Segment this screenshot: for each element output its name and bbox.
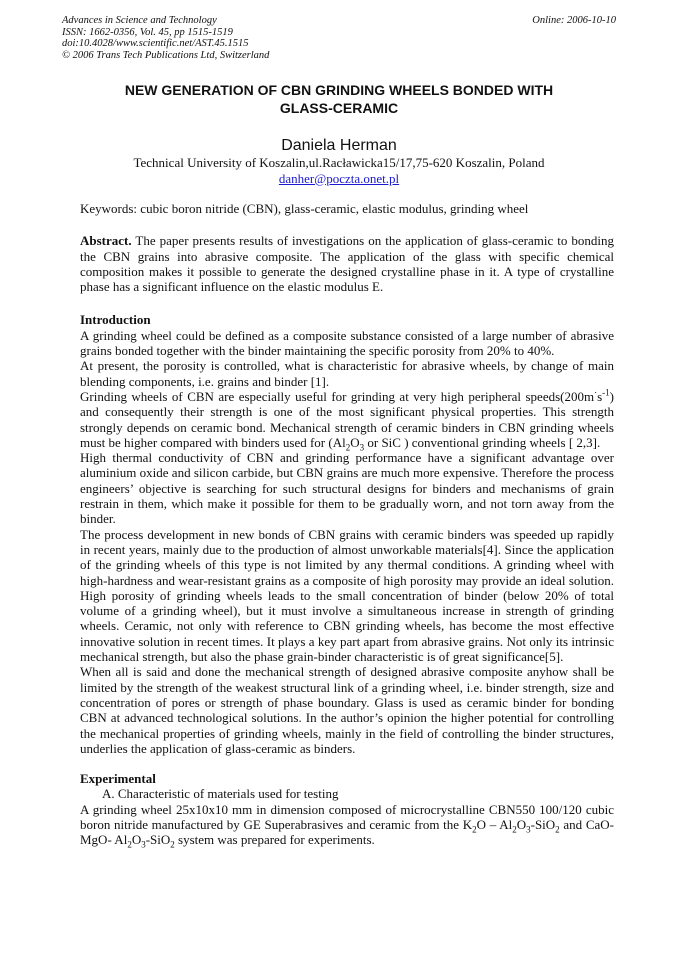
- intro-paragraph-1: A grinding wheel could be defined as a composite substance consisted of a large number of abrasive grains bonded together with the binder maintaining the specific porosity from 20% to 40%.: [80, 327, 614, 359]
- intro-p3-unit: s: [597, 388, 603, 404]
- abstract: [80, 233, 614, 294]
- experimental-paragraph-1: A grinding wheel 25x10x10 mm in dimension composed of microcrystalline CBN550 100/120 cubic boron nitride manufactured by GE Superabrasives and ceramic from the $K_2O - Al_2O_3-SiO_2$ and CaO-MgO- $Al_2O_3-SiO_2$ system was prepared for experiments.: [80, 801, 614, 850]
- intro-paragraph-6: When all is said and done the mechanical strength of designed abrasive composite anyhow shall be limited by the strength of the weakest structural link of a grinding wheel, i.e. binder strength, size and concentration of pores or strength of phase boundary. Glass is used as ceramic binder for bonding CBN at advanced technological solutions. In the author’s opinion the higher potential for controlling the mechanical properties of grinding wheels, mainly in the field of controlling the binder structures, underlies the application of glass-ceramic as binders.: [80, 664, 614, 756]
- author-email-link[interactable]: danher@poczta.onet.pl: [278, 170, 400, 186]
- copyright: © 2006 Trans Tech Publications Ltd, Switzerland: [62, 49, 270, 61]
- abstract-text: The paper presents results of investigations on the application of glass-ceramic to bonding the CBN grains into abrasive composite. The application of the glass with specific chemical composition makes it possible to generate the designed crystalline phase in it. A type of crystalline phase has a significant influence on the elastic modulus E.: [80, 233, 614, 295]
- exp-p1-h: system was prepared for experiments.: [174, 832, 375, 848]
- intro-p3-part-a: Grinding wheels of CBN are especially useful for grinding at very high peripheral speeds(200m: [80, 388, 595, 404]
- intro-paragraph-5: The process development in new bonds of CBN grains with ceramic binders was speeded up rapidly in recent years, mainly due to the production of almost unworkable materials[4]. Since the application of the grinding wheels of this type is not limited by any thermal conditions. A grinding wheel with high-hardness and wear-resistant grains as a composite of high porosity may provide an ideal solution. High porosity of grinding wheels leads to the small concentration of binder (below 20% of total volume of a grinding wheel), but it must involve a simultaneous increase in strength of grinding wheels. Ceramic, not only with reference to CBN grinding wheels, has become the most effective innovative solution in recent times. It plays a key part apart from abrasive grains. Not only its intrinsic mechanical strength, but also the phase grain-binder characteristic is of great significance[5].: [80, 526, 614, 665]
- introduction-heading: Introduction: [80, 312, 151, 328]
- author-name: Daniela Herman: [281, 137, 397, 154]
- exp-p1-f: O: [131, 832, 142, 848]
- experimental-heading: Experimental: [80, 771, 156, 787]
- exp-p1-d: -SiO: [530, 816, 556, 832]
- author-affiliation-block: [60, 155, 618, 186]
- title-line-1: NEW GENERATION OF CBN GRINDING WHEELS BONDED WITH: [124, 82, 554, 98]
- online-date: Online: 2006-10-10: [532, 15, 616, 26]
- exp-p1-c: O: [516, 816, 527, 832]
- exp-p1-e: and CaO-MgO- Al: [80, 816, 614, 848]
- exp-p1-a: A grinding wheel 25x10x10 mm in dimension composed of microcrystalline CBN550 100/120 cubic boron nitride manufactured by GE Superabrasives and ceramic from the K: [80, 801, 614, 832]
- intro-p3-part-b: ) and consequently their strength is one of the most significant physical properties. This strength strongly depends on ceramic bond. Mechanical strength of ceramic binders in CBN grinding wheels must be higher compared with binders used for (Al: [80, 388, 614, 450]
- exp-p1-g: -SiO: [145, 832, 171, 848]
- experimental-subheading: A. Characteristic of materials used for testing: [102, 786, 339, 802]
- paper-title: [60, 82, 618, 117]
- paper-body: [80, 201, 614, 848]
- journal-header: [62, 15, 616, 61]
- author-affiliation: Technical University of Koszalin,ul.Racławicka15/17,75-620 Koszalin, Poland: [133, 155, 545, 170]
- intro-p3-part-d: or SiC ) conventional grinding wheels [ 2,3].: [364, 434, 601, 450]
- abstract-label: Abstract.: [80, 233, 132, 249]
- intro-paragraph-4: High thermal conductivity of CBN and grinding performance have a significant advantage over aluminium oxide and silicon carbide, but CBN grains are much more expensive. Therefore the process engineers’ objective is searching for such structural designs for binders and mechanisms of grain restrain in them, which make it possible for them to be gradually worn, and not torn away from the binder.: [80, 450, 614, 527]
- exp-p1-b: O – Al: [476, 816, 513, 832]
- doi: doi:10.4028/www.scientific.net/AST.45.1515: [62, 38, 249, 49]
- intro-paragraph-2: At present, the porosity is controlled, what is characteristic for abrasive wheels, by change of main blending components, i.e. grains and binder [1].: [80, 358, 614, 389]
- title-line-2: GLASS-CERAMIC: [279, 99, 399, 116]
- intro-p3-part-c: O: [350, 434, 360, 450]
- issn: ISSN: 1662-0356, Vol. 45, pp 1515-1519: [62, 26, 233, 38]
- journal-name: Advances in Science and Technology: [62, 15, 217, 26]
- intro-paragraph-3: Grinding wheels of CBN are especially useful for grinding at very high peripheral $speeds(200m^\cdot s^{-1})$ and consequently their strength is one of the most significant physical properties. This strength strongly depends on ceramic bond. Mechanical strength of ceramic binders in CBN grinding wheels must be higher compared with binders used for ($Al_2O_3$ or SiC ) conventional grinding wheels [ 2,3].: [80, 387, 614, 453]
- keywords: Keywords: cubic boron nitride (CBN), glass-ceramic, elastic modulus, grinding wheel: [80, 201, 529, 216]
